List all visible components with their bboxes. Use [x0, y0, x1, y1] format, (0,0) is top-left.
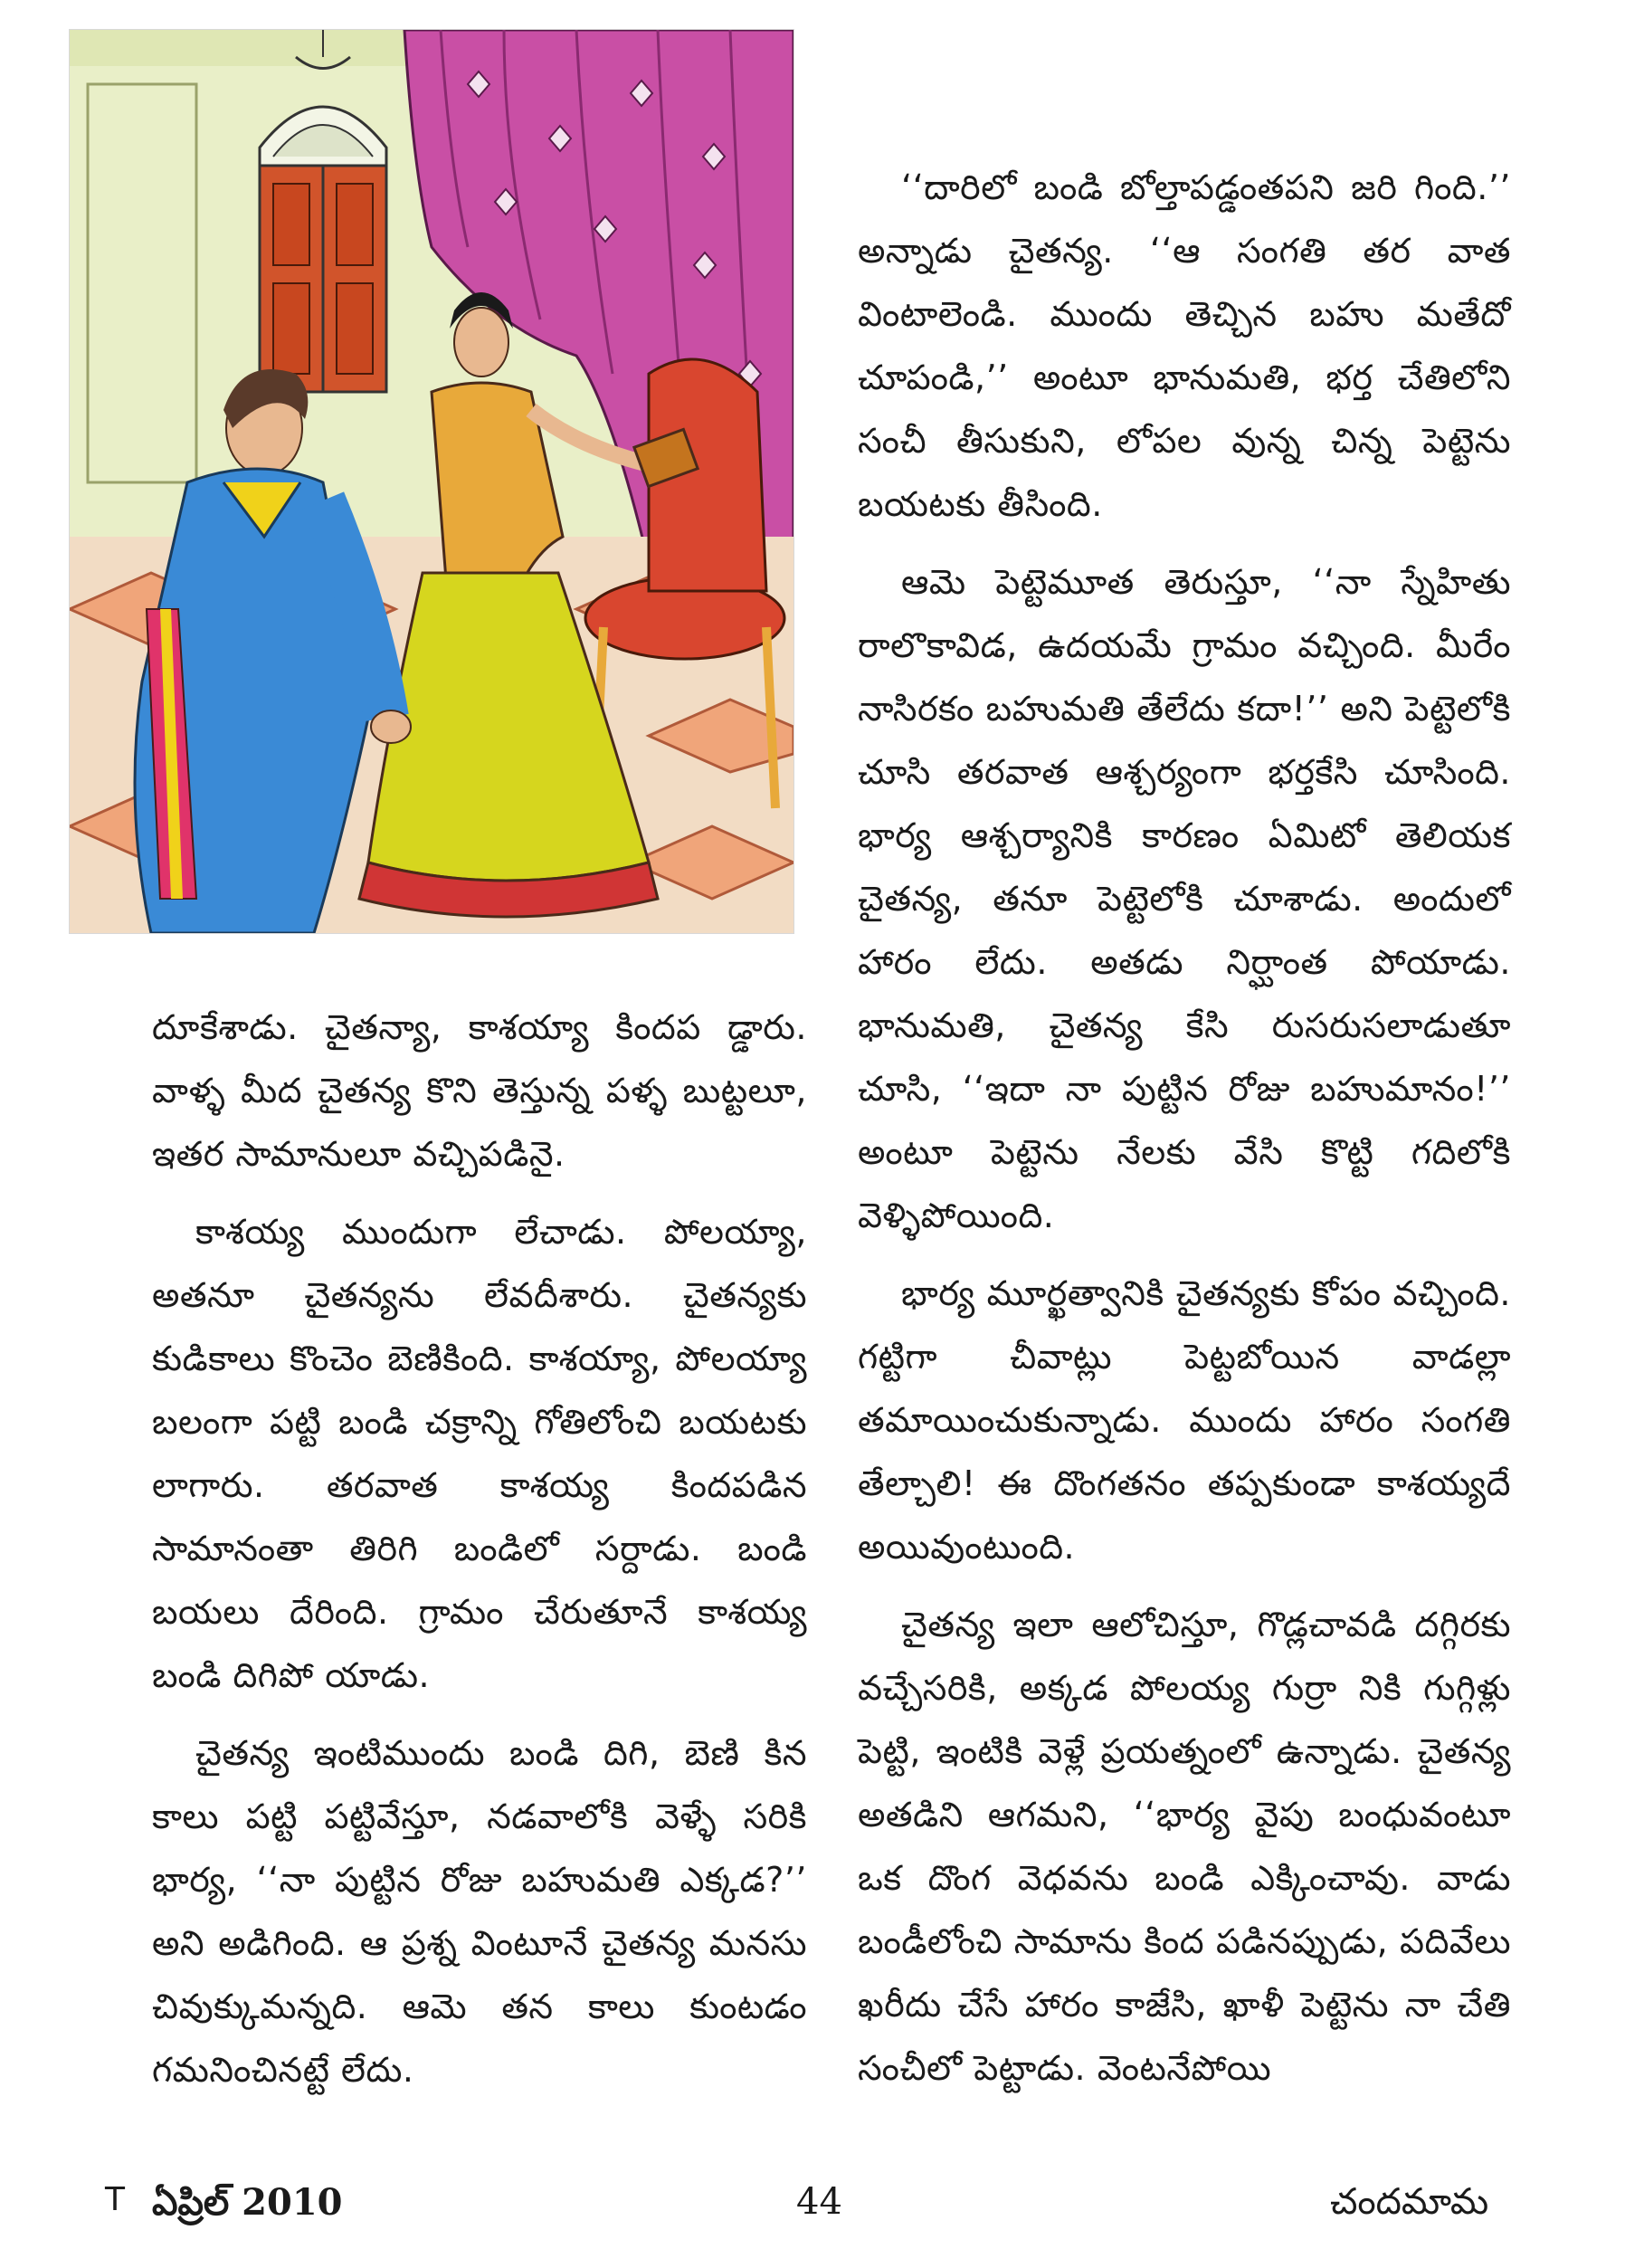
- paragraph: కాశయ్య ముందుగా లేచాడు. పోలయ్యా, అతనూ చైతన్యను లేవదీశారు. చైతన్యకు కుడికాలు కొంచెం బెణికింది. కాశయ్యా, పోలయ్యా బలంగా పట్టి బండి చక్రాన్ని గోతిలోంచి బయటకు లాగారు. తరవాత కాశయ్య కిందపడిన సామానంతా తిరిగి బండిలో సర్దాడు. బండి బయలు దేరింది. గ్రామం చేరుతూనే కాశయ్య బండి దిగిపో యాడు.: [152, 1212, 807, 1695]
- issue-date: ఏప్రిల్ 2010: [152, 2181, 343, 2224]
- story-illustration: [69, 29, 794, 934]
- paragraph: దూకేశాడు. చైతన్యా, కాశయ్యా కిందప డ్డారు. వాళ్ళ మీద చైతన్య కొని తెస్తున్న పళ్ళ బుట్టలూ, ఇతర సామానులూ వచ్చిపడినై.: [152, 1007, 807, 1174]
- paragraph: చైతన్య ఇలా ఆలోచిస్తూ, గొడ్లచావడి దగ్గిరకు వచ్చేసరికి, అక్కడ పోలయ్య గుర్రా నికి గుగ్గిళ్లు పెట్టి, ఇంటికి వెళ్లే ప్రయత్నంలో ఉన్నాడు. చైతన్య అతడిని ఆగమని, ‘‘భార్య వైపు బంధువంటూ ఒక దొంగ వెధవను బండి ఎక్కించావు. వాడు బండీలోంచి సామాను కింద పడినప్పుడు, పదివేలు ఖరీదు చేసే హారం కాజేసి, ఖాళీ పెట్టెను నా చేతి సంచీలో పెట్టాడు. వెంటనేపోయి: [858, 1605, 1511, 2088]
- left-text-column: [152, 996, 807, 2116]
- paragraph: ఆమె పెట్టెమూత తెరుస్తూ, ‘‘నా స్నేహితు రాలొకావిడ, ఉదయమే గ్రామం వచ్చింది. మీరేం నాసిరకం బహుమతి తేలేదు కదా!’’ అని పెట్టెలోకి చూసి తరవాత ఆశ్చర్యంగా భర్తకేసి చూసింది. భార్య ఆశ్చర్యానికి కారణం ఏమిటో తెలియక చైతన్య, తనూ పెట్టెలోకి చూశాడు. అందులో హారం లేదు. అతడు నిర్ఘాంత పోయాడు. భానుమతి, చైతన్య కేసి రుసరుసలాడుతూ చూసి, ‘‘ఇదా నా పుట్టిన రోజు బహుమానం!’’ అంటూ పెట్టెను నేలకు వేసి కొట్టి గదిలోకి వెళ్ళిపోయింది.: [858, 562, 1511, 1235]
- magazine-name: చందమామ: [1330, 2181, 1489, 2223]
- paragraph: భార్య మూర్ఖత్వానికి చైతన్యకు కోపం వచ్చింది. గట్టిగా చీవాట్లు పెట్టబోయిన వాడల్లా తమాయించుకున్నాడు. ముందు హారం సంగతి తేల్చాలి! ఈ దొంగతనం తప్పకుండా కాశయ్యదే అయివుంటుంది.: [858, 1273, 1511, 1567]
- page-footer: [0, 2181, 1625, 2244]
- paragraph: చైతన్య ఇంటిముందు బండి దిగి, బెణి కిన కాలు పట్టి పట్టివేస్తూ, నడవాలోకి వెళ్ళే సరికి భార్య, ‘‘నా పుట్టిన రోజు బహుమతి ఎక్కడ?’’ అని అడిగింది. ఆ ప్రశ్న వింటూనే చైతన్య మనసు చివుక్కుమన్నది. ఆమె తన కాలు కుంటడం గమనించినట్టే లేదు.: [152, 1733, 807, 2090]
- right-text-column: [858, 156, 1511, 2114]
- footer-code: T: [105, 2181, 125, 2218]
- illustration-drawing: [70, 30, 793, 933]
- paragraph: ‘‘దారిలో బండి బోల్తాపడ్డంతపని జరి గింది.’’ అన్నాడు చైతన్య. ‘‘ఆ సంగతి తర వాత వింటాలెండి. ముందు తెచ్చిన బహు మతేదో చూపండి,’’ అంటూ భానుమతి, భర్త చేతిలోని సంచీ తీసుకుని, లోపల వున్న చిన్న పెట్టెను బయటకు తీసింది.: [858, 167, 1511, 524]
- page-number: 44: [796, 2181, 842, 2223]
